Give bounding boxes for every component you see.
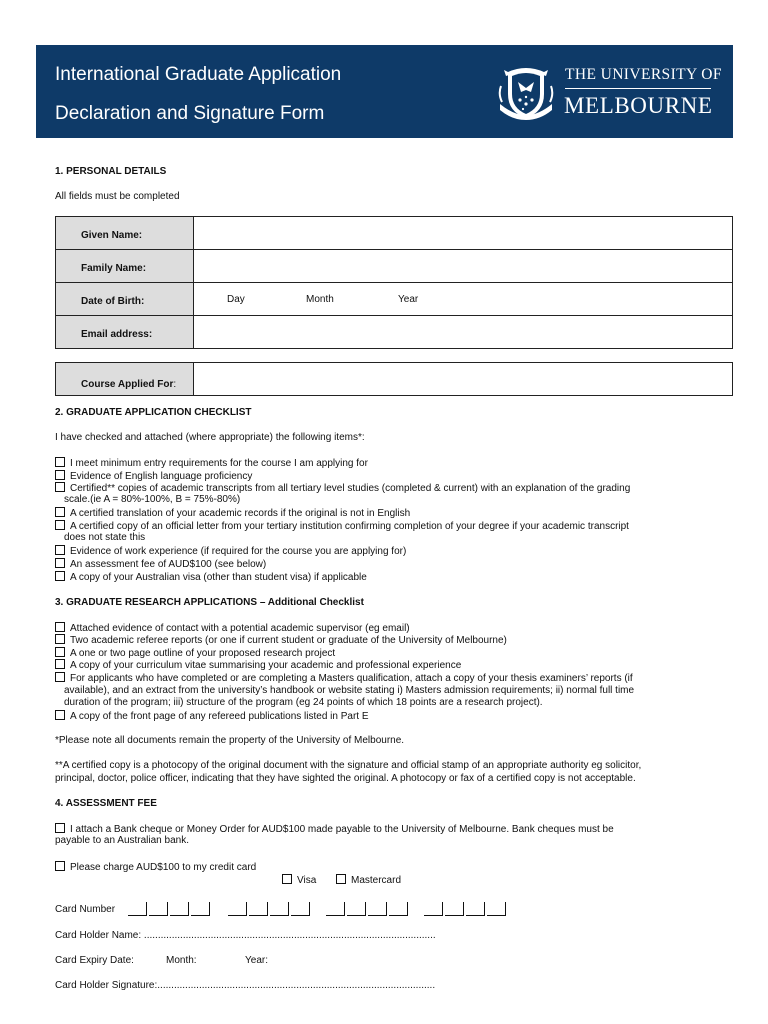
checkbox[interactable] <box>55 634 65 644</box>
family-name-field[interactable] <box>194 250 733 283</box>
checkbox[interactable] <box>55 647 65 657</box>
checkbox[interactable] <box>55 507 65 517</box>
university-name-top: THE UNIVERSITY OF <box>565 66 722 83</box>
checkbox[interactable] <box>55 571 65 581</box>
checkbox[interactable] <box>55 457 65 467</box>
checklist-item <box>55 571 705 585</box>
course-field[interactable] <box>194 363 733 396</box>
checkbox[interactable] <box>55 558 65 568</box>
certified-copy-note-line1: **A certified copy is a photocopy of the original document with the signature and official stamp of an appropriate authority eg solicitor, <box>55 760 642 771</box>
visa-label: Visa <box>297 875 317 886</box>
checklist-item <box>55 558 705 572</box>
course-table <box>55 362 733 396</box>
checklist-item-text: Certified** copies of academic transcripts from all tertiary level studies (completed & current) with an explanation of the grading <box>70 483 631 494</box>
dob-label: Date of Birth: <box>56 283 194 316</box>
cheque-option-continuation: payable to an Australian bank. <box>55 835 189 846</box>
dob-month-label: Month <box>306 294 334 305</box>
section-research-heading-sub: – Additional Checklist <box>257 597 364 608</box>
property-note: *Please note all documents remain the property of the University of Melbourne. <box>55 735 405 746</box>
card-holder-signature-field[interactable]: Card Holder Signature:.................................................................................................... <box>55 980 436 991</box>
card-holder-name-field[interactable]: Card Holder Name: ......................................................................................................... <box>55 930 436 941</box>
section-checklist-intro: I have checked and attached (where appropriate) the following items*: <box>55 432 365 443</box>
research-item-text: Two academic referee reports (or one if current student or graduate of the University of Melbourne) <box>70 635 507 646</box>
checkbox[interactable] <box>55 823 65 833</box>
checklist-item-text: A certified copy of an official letter from your tertiary institution confirming completion of your degree if your academic transcript <box>70 521 629 532</box>
research-item <box>55 710 705 724</box>
dob-year-label: Year <box>398 294 419 305</box>
checklist-item <box>55 457 705 471</box>
checkbox[interactable] <box>55 622 65 632</box>
section-research-heading-main: 3. GRADUATE RESEARCH APPLICATIONS <box>55 597 258 608</box>
checklist-item-text: A copy of your Australian visa (other than student visa) if applicable <box>70 572 367 583</box>
checkbox[interactable] <box>282 874 292 884</box>
checklist-item-continuation: does not state this <box>64 532 146 543</box>
form-title-line2: Declaration and Signature Form <box>55 103 325 124</box>
checkbox[interactable] <box>55 520 65 530</box>
cheque-option-text: I attach a Bank cheque or Money Order for AUD$100 made payable to the University of Melbourne. Bank cheques must be <box>70 824 614 835</box>
checklist-item <box>55 507 705 521</box>
checklist-item-text: I meet minimum entry requirements for the course I am applying for <box>70 458 368 469</box>
checklist-item-text: Evidence of work experience (if required for the course you are applying for) <box>70 546 407 557</box>
research-item <box>55 634 705 648</box>
section-research-heading <box>55 597 364 608</box>
checkbox[interactable] <box>55 659 65 669</box>
given-name-label: Given Name: <box>56 217 194 250</box>
checkbox[interactable] <box>55 482 65 492</box>
section-fee-heading: 4. ASSESSMENT FEE <box>55 798 157 809</box>
dob-field[interactable] <box>194 283 733 316</box>
dob-day-label: Day <box>227 294 245 305</box>
credit-card-option <box>55 861 705 875</box>
checkbox[interactable] <box>55 672 65 682</box>
research-item-text: Attached evidence of contact with a potential academic supervisor (eg email) <box>70 623 410 634</box>
checkbox[interactable] <box>55 861 65 871</box>
checklist-item-continuation: scale.(ie A = 80%-100%, B = 75%-80%) <box>64 494 241 505</box>
header-divider <box>565 88 711 89</box>
card-number-label: Card Number <box>55 904 116 915</box>
card-expiry-year[interactable]: Year: <box>245 955 268 966</box>
email-label: Email address: <box>56 316 194 349</box>
credit-card-option-text: Please charge AUD$100 to my credit card <box>70 862 257 873</box>
university-crest-logo <box>498 64 554 120</box>
research-item-continuation: duration of the program; iii) structure of the program (eg 24 points of which 18 points are a research project). <box>64 697 543 708</box>
card-expiry-label: Card Expiry Date: <box>55 955 134 966</box>
university-name-main: MELBOURNE <box>564 93 713 118</box>
research-item-text: A copy of the front page of any refereed publications listed in Part E <box>70 711 369 722</box>
research-item-continuation: available), and an extract from the university’s handbook or website stating i) Masters admission requirements; ii) normal full time <box>64 685 635 696</box>
research-item-text: For applicants who have completed or are completing a Masters qualification, attach a copy of your thesis examiners’ reports (if <box>70 673 633 684</box>
certified-copy-note-line2: principal, doctor, police officer, indicating that they have sighted the original. A photocopy or fax of a certified copy is not acceptable. <box>55 773 636 784</box>
family-name-label: Family Name: <box>56 250 194 283</box>
checkbox[interactable] <box>336 874 346 884</box>
checklist-item-text: A certified translation of your academic records if the original is not in English <box>70 508 411 519</box>
form-header <box>36 45 733 138</box>
mastercard-option <box>336 874 436 888</box>
checklist-item-text: An assessment fee of AUD$100 (see below) <box>70 559 267 570</box>
section-personal-heading: 1. PERSONAL DETAILS <box>55 166 167 177</box>
research-item-text: A copy of your curriculum vitae summarising your academic and professional experience <box>70 660 462 671</box>
course-label <box>56 363 194 396</box>
personal-details-table <box>55 216 733 349</box>
given-name-field[interactable] <box>194 217 733 250</box>
checkbox[interactable] <box>55 470 65 480</box>
research-item <box>55 672 705 686</box>
checkbox[interactable] <box>55 545 65 555</box>
course-label-colon: : <box>173 378 177 390</box>
form-title-line1: International Graduate Application <box>55 64 342 85</box>
research-item-text: A one or two page outline of your proposed research project <box>70 648 336 659</box>
checklist-item-text: Evidence of English language proficiency <box>70 471 253 482</box>
email-field[interactable] <box>194 316 733 349</box>
checkbox[interactable] <box>55 710 65 720</box>
course-label-text: Course Applied For <box>81 378 174 390</box>
section-personal-note: All fields must be completed <box>55 191 180 202</box>
section-checklist-heading: 2. GRADUATE APPLICATION CHECKLIST <box>55 407 252 418</box>
card-expiry-month[interactable]: Month: <box>166 955 197 966</box>
research-item <box>55 659 705 673</box>
mastercard-label: Mastercard <box>351 875 402 886</box>
checklist-item <box>55 545 705 559</box>
